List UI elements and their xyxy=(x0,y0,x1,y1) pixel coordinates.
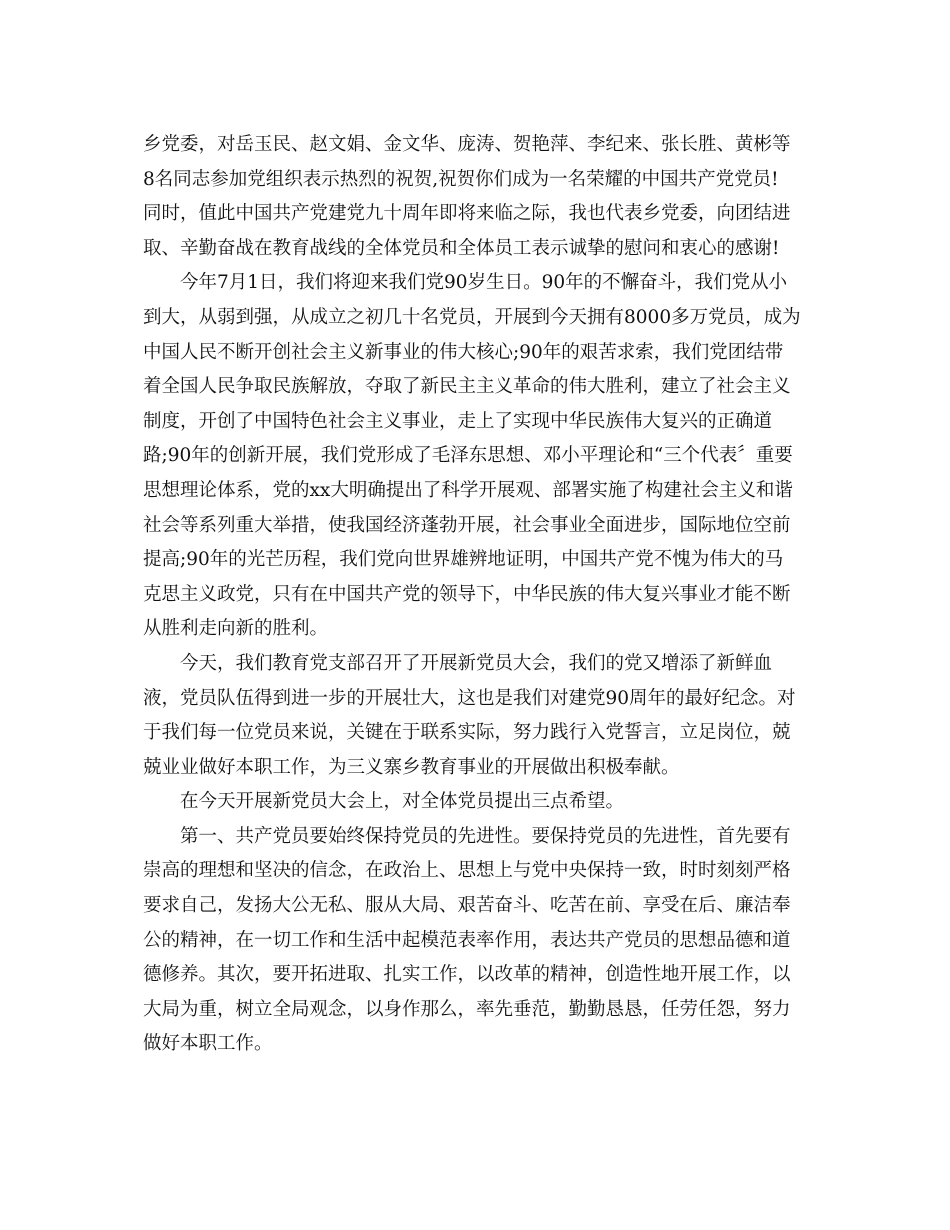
text-line: 公的精神，在一切工作和生活中起模范表率作用，表达共产党员的思想品德和道 xyxy=(143,929,791,951)
paragraph-first-line: 第一、共产党员要始终保持党员的先进性。要保持党员的先进性，首先要有 xyxy=(180,825,791,847)
text-line: 思想理论体系，党的xx大明确提出了科学开展观、部署实施了构建社会主义和谐 xyxy=(143,479,793,501)
text-line: 乡党委，对岳玉民、赵文娟、金文华、庞涛、贺艳萍、李纪来、张长胜、黄彬等 xyxy=(143,134,791,155)
text-line: 做好本职工作。 xyxy=(143,1033,273,1055)
text-line: 从胜利走向新的胜利。 xyxy=(143,618,329,640)
text-line: 崇高的理想和坚决的信念，在政治上、思想上与党中央保持一致，时时刻刻严格 xyxy=(143,860,791,882)
text-line: 中国人民不断开创社会主义新事业的伟大核心;90年的艰苦求索，我们党团结带 xyxy=(143,341,784,363)
text-line: 社会等系列重大举措，使我国经济蓬勃开展，社会事业全面进步，国际地位空前 xyxy=(143,514,791,536)
paragraph-first-line: 今年7月1日，我们将迎来我们党90岁生日。90年的不懈奋斗，我们党从小 xyxy=(180,272,788,294)
paragraph-first-line: 今天，我们教育党支部召开了开展新党员大会，我们的党又增添了新鲜血 xyxy=(180,652,773,674)
text-line: 路;90年的创新开展，我们党形成了毛泽东思想、邓小平理论和“三个代表〞重要 xyxy=(143,445,793,467)
text-line: 8名同志参加党组织表示热烈的祝贺,祝贺你们成为一名荣耀的中国共产党党员! xyxy=(143,168,779,190)
document-body xyxy=(143,128,803,1062)
text-line: 要求自己，发扬大公无私、服从大局、艰苦奋斗、吃苦在前、享受在后、廉洁奉 xyxy=(143,895,791,917)
text-line: 兢业业做好本职工作，为三义寨乡教育事业的开展做出积极奉献。 xyxy=(143,756,680,778)
text-line: 同时，值此中国共产党建党九十周年即将来临之际，我也代表乡党委，向团结进 xyxy=(143,203,791,225)
text-line: 于我们每一位党员来说，关键在于联系实际，努力践行入党誓言，立足岗位，兢 xyxy=(143,722,791,744)
text-line: 克思主义政党，只有在中国共产党的领导下，中华民族的伟大复兴事业才能不断 xyxy=(143,583,791,605)
text-line: 提高;90年的光芒历程，我们党向世界雄辨地证明，中国共产党不愧为伟大的马 xyxy=(143,549,784,571)
text-line: 到大，从弱到强，从成立之初几十名党员，开展到今天拥有8000多万党员，成为 xyxy=(143,306,801,328)
paragraph-first-line: 在今天开展新党员大会上，对全体党员提出三点希望。 xyxy=(180,791,625,813)
text-line: 德修养。其次，要开拓进取、扎实工作，以改革的精神，创造性地开展工作，以 xyxy=(143,964,791,986)
text-line: 取、辛勤奋战在教育战线的全体党员和全体员工表示诚挚的慰问和衷心的感谢! xyxy=(143,237,780,259)
text-line: 着全国人民争取民族解放，夺取了新民主主义革命的伟大胜利，建立了社会主义 xyxy=(143,376,791,398)
text-line: 大局为重，树立全局观念，以身作那么，率先垂范，勤勤恳恳，任劳任怨，努力 xyxy=(143,998,791,1020)
text-line: 制度，开创了中国特色社会主义事业，走上了实现中华民族伟大复兴的正确道 xyxy=(143,410,773,432)
text-line: 液，党员队伍得到进一步的开展壮大，这也是我们对建党90周年的最好纪念。对 xyxy=(143,687,796,709)
